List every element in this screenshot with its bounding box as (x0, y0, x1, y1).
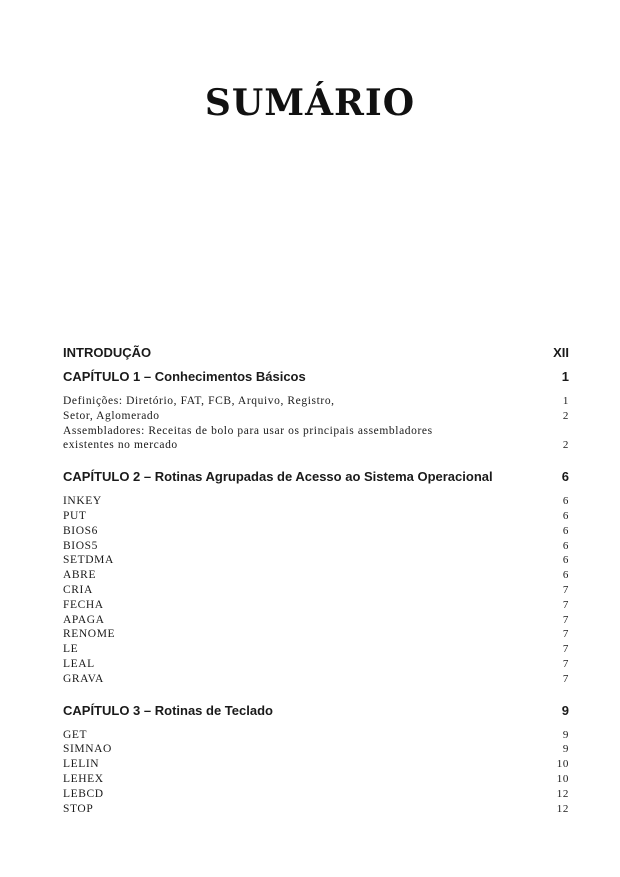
item-page: 7 (562, 643, 569, 656)
item-label: Definições: Diretório, FAT, FCB, Arquivo, Registro, (63, 395, 335, 407)
item-label: FECHA (63, 598, 104, 611)
item-page: 2 (562, 409, 569, 422)
toc-item (63, 742, 569, 757)
item-page: 6 (562, 524, 569, 537)
item-page: 7 (562, 583, 569, 596)
item-page: 12 (556, 802, 569, 815)
item-label: APAGA (63, 613, 105, 626)
item-label: SIMNAO (63, 743, 112, 756)
item-page: 6 (562, 539, 569, 552)
chapter-label: CAPÍTULO 3 – Rotinas de Teclado (63, 702, 273, 718)
toc-entry-label: INTRODUÇÃO (63, 345, 152, 360)
item-page: 1 (562, 395, 569, 407)
item-label: RENOME (63, 628, 116, 641)
item-label: LEHEX (63, 772, 104, 785)
item-label: CRIA (63, 583, 93, 596)
item-label: existentes no mercado (63, 439, 178, 452)
toc-item (63, 802, 569, 817)
page-title: SUMÁRIO (204, 82, 416, 124)
toc-item (63, 787, 569, 802)
item-label: Assembladores: Receitas de bolo para usar os principais assembladores (63, 424, 433, 437)
toc-item (63, 438, 569, 453)
item-page: 9 (562, 743, 569, 756)
item-page: 10 (556, 772, 569, 785)
item-label: INKEY (63, 495, 102, 508)
toc-item (63, 509, 569, 524)
toc-item (63, 728, 569, 743)
toc-item (63, 394, 569, 409)
chapter-page: 6 (561, 469, 569, 485)
chapter-label: CAPÍTULO 2 – Rotinas Agrupadas de Acesso ao Sistema Operacional (63, 469, 493, 485)
toc-chapter-2 (63, 467, 569, 487)
item-label: STOP (63, 802, 94, 815)
item-label: BIOS6 (63, 524, 98, 537)
toc-item (63, 598, 569, 613)
item-page: 12 (556, 787, 569, 800)
item-page: 2 (562, 439, 569, 452)
toc-item (63, 613, 569, 628)
item-page: 6 (562, 495, 569, 508)
toc-item (63, 642, 569, 657)
toc-item (63, 672, 569, 687)
item-page: 6 (562, 554, 569, 567)
item-page: 7 (562, 672, 569, 685)
item-page: 7 (562, 657, 569, 670)
item-page: 9 (562, 728, 569, 741)
item-page: 7 (562, 628, 569, 641)
item-label: SETDMA (63, 554, 114, 567)
toc-item (63, 409, 569, 424)
item-label: GRAVA (63, 672, 104, 685)
toc-item (63, 583, 569, 598)
toc-item (63, 539, 569, 554)
item-label: BIOS5 (63, 539, 98, 552)
toc-chapter-3 (63, 701, 569, 721)
item-label: GET (63, 728, 88, 741)
toc-item (63, 757, 569, 772)
item-page: 10 (556, 758, 569, 771)
item-label: LEBCD (63, 787, 104, 800)
item-label: PUT (63, 509, 87, 522)
toc-item (63, 772, 569, 787)
item-label: Setor, Aglomerado (63, 409, 160, 422)
item-page: 7 (562, 613, 569, 626)
toc-item (63, 657, 569, 672)
item-page: 6 (562, 569, 569, 582)
toc-item (63, 627, 569, 642)
item-label: LEAL (63, 657, 95, 670)
toc-entry-page: XII (553, 345, 569, 360)
toc-item (63, 494, 569, 509)
toc-item (63, 568, 569, 583)
item-label: ABRE (63, 569, 97, 582)
chapter-label: CAPÍTULO 1 – Conhecimentos Básicos (63, 369, 306, 384)
item-label: LE (63, 643, 79, 656)
toc-item (63, 524, 569, 539)
toc-chapter-1 (63, 367, 569, 387)
toc-entry-introducao (63, 343, 569, 363)
item-page: 6 (562, 509, 569, 522)
toc-item (63, 424, 569, 439)
item-page: 7 (562, 598, 569, 611)
chapter-page: 1 (561, 369, 569, 384)
toc-item (63, 553, 569, 568)
chapter-page: 9 (561, 702, 569, 718)
table-of-contents (63, 343, 569, 816)
item-label: LELIN (63, 758, 100, 771)
